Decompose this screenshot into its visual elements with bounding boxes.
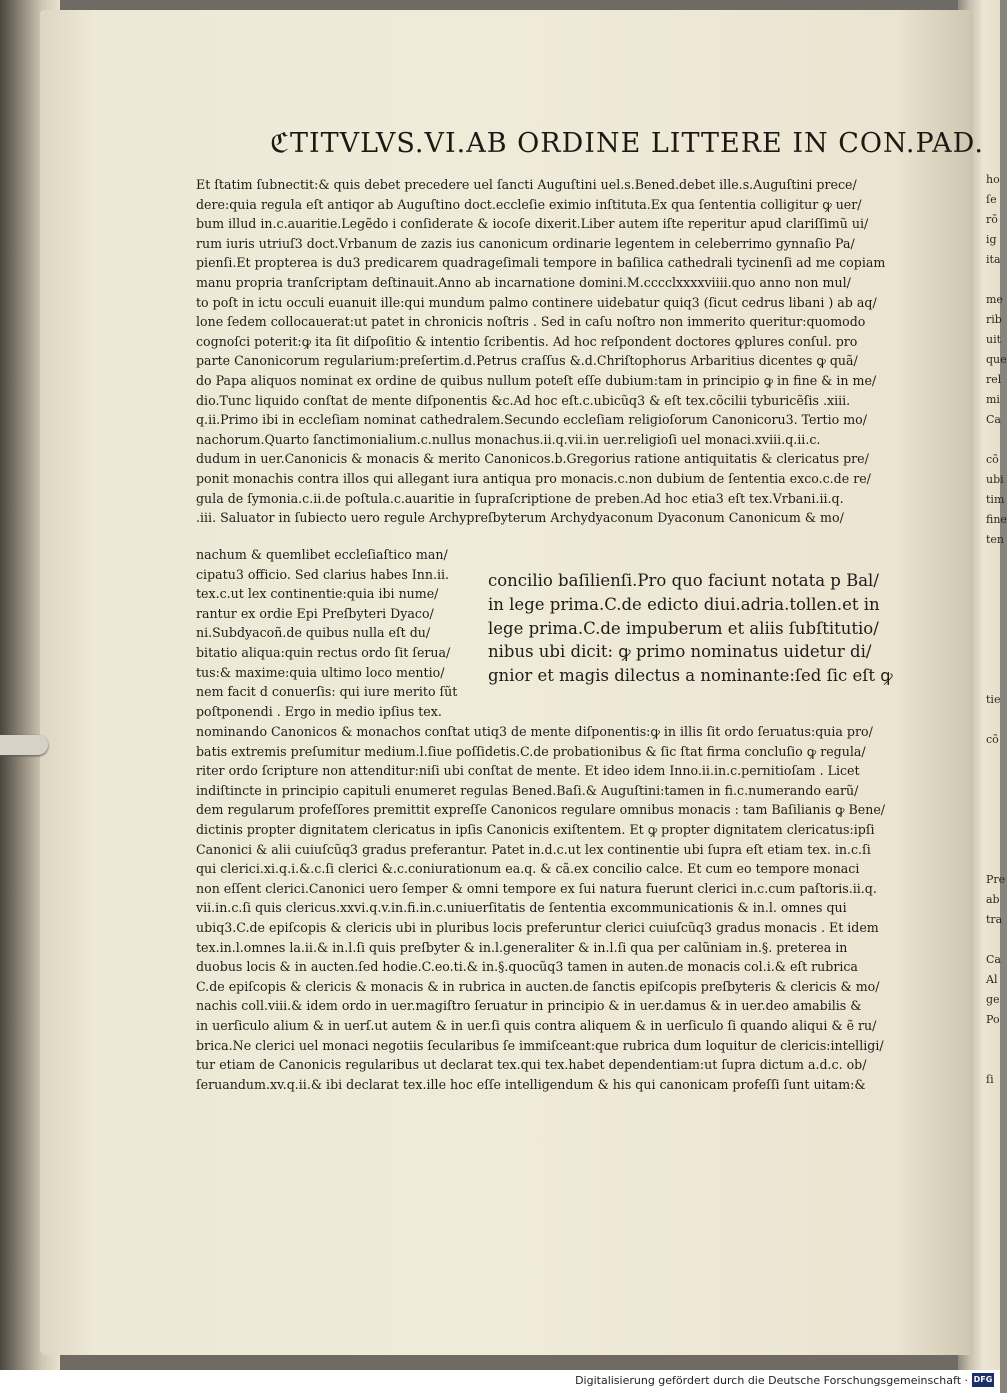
text-line: to poſt in ictu occuli euanuit ille:qui mundum palmo continere uidebatur quiq3 (ſicut cedrus libani ) ab aq/ <box>196 294 877 310</box>
text-line: lege prima.C.de impuberum et aliis ſubſtitutio/ <box>488 618 879 638</box>
text-line: Canonici & alii cuiuſcũq3 gradus preferantur. Patet in.d.c.ut lex continentie ubi ſupra eſt etiam tex. in.c.ſi <box>196 841 871 857</box>
margin-fragment: rel <box>986 373 1002 386</box>
margin-fragment <box>986 790 1000 810</box>
margin-fragment: me <box>986 293 1003 306</box>
dfg-logo: DFG <box>972 1373 994 1387</box>
text-line: C.de epiſcopis & clericis & monacis & in rubrica in aucten.de ſanctis epiſcopis preſbyteris & clericis & mo/ <box>196 978 880 994</box>
text-line: nachum & quemlibet eccleſiaſtico man/ <box>196 547 448 562</box>
text-line: batis extremis preſumitur medium.l.ſiue poſſidetis.C.de probationibus & ſic ſtat firma concluſio ꝙ regula/ <box>196 743 866 759</box>
margin-fragment: ubi <box>986 473 1004 486</box>
text-line: dictinis propter dignitatem clericatus in ipſis Canonicis exiſtentem. Et ꝙ propter dignitatem clericatus:ipſi <box>196 821 875 837</box>
text-line: concilio baſilienſi.Pro quo faciunt notata p Bal/ <box>488 571 879 590</box>
text-line: gula de ſymonia.c.ii.de poſtula.c.auaritie in ſupraſcriptione de preben.Ad hoc etia3 eſt tex.Vrbani.ii.q. <box>196 490 844 506</box>
margin-fragment: ſe <box>986 193 997 206</box>
margin-fragment: ſi <box>986 1073 994 1086</box>
text-line: rum iuris utriuſ3 doct.Vrbanum de zazis ius canonicum ordinarie legentem in celeberrimo gynnaſio Pa/ <box>196 235 855 251</box>
bookmark-ribbon <box>0 735 48 755</box>
text-line: vii.in.c.ſi quis clericus.xxvi.q.v.in.fi.in.c.uniuerſitatis de ſententia excommunicationis & in.l. omnes qui <box>196 900 847 916</box>
text-line: tur etiam de Canonicis regularibus ut declarat tex.qui tex.habet dependentiam:ut ſupra dictum a.d.c. ob/ <box>196 1057 867 1073</box>
text-line: ni.Subdyacoñ.de quibus nulla eſt du/ <box>196 625 431 641</box>
text-line: q.ii.Primo ibi in eccleſiam nominat cathedralem.Secundo eccleſiam religioſorum Canonicoru3. Tertio mo/ <box>196 412 867 428</box>
margin-fragment <box>986 550 1000 570</box>
margin-fragment <box>986 710 1000 730</box>
text-line: cipatu3 officio. Sed clarius habes Inn.ii. <box>196 566 450 582</box>
margin-fragment: Ca <box>986 413 1001 426</box>
margin-fragment <box>986 850 1000 870</box>
text-line: ubiq3.C.de epiſcopis & clericis ubi in pluribus locis preferuntur clerici cuiuſcũq3 gradus monacis . Et idem <box>196 919 879 935</box>
text-line: tex.in.l.omnes la.ii.& in.l.ſi quis preſbyter & in.l.generaliter & in.l.ſi qua per calũniam in.§. preterea in <box>196 939 848 955</box>
margin-fragment: uit <box>986 333 1002 346</box>
margin-fragment <box>986 770 1000 790</box>
text-line: .iii. Saluator in ſubiecto uero regule Archypreſbyterum Archydyaconum Dyaconum Canonicum & mo/ <box>196 510 844 526</box>
left-column-text <box>196 545 464 721</box>
text-line: pienſi.Et propterea is du3 predicarem quadrageſimali tempore in baſilica cathedrali tycinenſi ad me copiam <box>196 255 886 271</box>
margin-fragment <box>986 630 1000 650</box>
text-line: brica.Ne clerici uel monaci negotiis ſecularibus ſe immiſceant:que rubrica dum loquitur de clericis:intelligi/ <box>196 1037 884 1053</box>
margin-fragment <box>986 670 1000 690</box>
margin-fragment <box>986 750 1000 770</box>
margin-fragment: cõ <box>986 733 999 746</box>
text-line: parte Canonicorum regularium:preſertim.d.Petrus craſſus &.d.Chriſtophorus Arbaritius dicentes ꝙ quã/ <box>196 353 858 369</box>
margin-fragment <box>986 590 1000 610</box>
text-line: do Papa aliquos nominat ex ordine de quibus nullum poteſt eſſe dubium:tam in principio ꝙ in fine & in me/ <box>196 372 877 388</box>
text-line: riter ordo ſcripture non attenditur:niſi ubi conſtat de mente. Et ideo idem Inno.ii.in.c.pernitioſam . Licet <box>196 763 860 779</box>
text-line: nominando Canonicos & monachos conſtat utiq3 de mente diſponentis:ꝙ in illis ſit ordo ſeruatus:quia pro/ <box>196 724 873 739</box>
margin-fragment: ho <box>986 173 1000 186</box>
margin-fragment: tim <box>986 493 1005 506</box>
text-line: lone ſedem collocauerat:ut patet in chronicis noſtris . Sed in caſu noſtro non immerito queritur:quomodo <box>196 314 866 330</box>
text-line: Et ſtatim ſubnectit:& quis debet precedere uel ſancti Auguſtini uel.s.Bened.debet ille.s.Auguſtini prece/ <box>196 177 857 192</box>
margin-fragment <box>986 830 1000 850</box>
margin-fragment <box>986 430 1000 450</box>
margin-fragment: ab <box>986 893 1000 906</box>
margin-fragment: tie <box>986 693 1001 706</box>
text-line: dio.Tunc liquido conſtat de mente diſponentis &c.Ad hoc eſt.c.ubicũq3 & eſt tex.cõcilii tyburicẽſis .xiii. <box>196 392 851 408</box>
text-line: non eſſent clerici.Canonici uero ſemper & omni tempore ex ſui natura fuerunt clerici in.c.cum paſtoris.ii.q. <box>196 880 877 896</box>
facing-page-margin-text <box>986 170 1007 1090</box>
text-line: bum illud in.c.auaritie.Legẽdo i conſiderate & iocoſe dixerit.Liber autem iſte reperitur apud clariſſimũ ui/ <box>196 216 869 232</box>
margin-fragment: ig <box>986 233 997 246</box>
text-line: dem regularum profeſſores premittit expreſſe Canonicos regulare omnibus monacis : tam Baſilianis ꝙ Bene/ <box>196 802 886 818</box>
margin-fragment: fine <box>986 513 1007 526</box>
text-line: duobus locis & in aucten.ſed hodie.C.eo.ti.& in.§.quocũq3 tamen in auten.de monacis col.i.& eſt rubrica <box>196 959 858 975</box>
text-line: in uerſiculo alium & in uerſ.ut autem & in uer.ſi quis contra aliquem & in uerſiculo ſi quando aliqui & ẽ ru/ <box>196 1017 877 1033</box>
text-line: nachorum.Quarto ſanctimonialium.c.nullus monachus.ii.q.vii.in uer.religioſi uel monaci.xviii.q.ii.c. <box>196 431 821 447</box>
margin-fragment <box>986 810 1000 830</box>
page-heading: ℭTITVLVS.VI.AB ORDINE LITTERE IN CON.PAD. <box>270 128 984 159</box>
margin-fragment: ge <box>986 993 1000 1006</box>
main-text-block <box>196 175 908 528</box>
margin-fragment <box>986 270 1000 290</box>
lower-text-block <box>196 722 908 1094</box>
margin-fragment: rib <box>986 313 1002 326</box>
margin-fragment <box>986 570 1000 590</box>
margin-fragment: Po <box>986 1013 1000 1026</box>
text-line: tex.c.ut lex continentie:quia ibi nume/ <box>196 586 439 602</box>
margin-fragment <box>986 610 1000 630</box>
text-line: bitatio aliqua:quin rectus ordo ſit ſerua/ <box>196 644 451 660</box>
margin-fragment: Al <box>986 973 998 986</box>
margin-fragment <box>986 930 1000 950</box>
text-line: poſtponendi . Ergo in medio ipſius tex. <box>196 703 442 719</box>
margin-fragment: tra <box>986 913 1003 926</box>
text-line: manu propria tranſcriptam deſtinauit.Anno ab incarnatione domini.M.cccclxxxxviiii.quo anno non mul/ <box>196 274 851 290</box>
margin-fragment: Pre <box>986 873 1006 886</box>
text-line: gnior et magis dilectus a nominante:ſed ſic eſt ꝙ <box>488 666 893 686</box>
margin-fragment <box>986 1050 1000 1070</box>
text-line: ponit monachis contra illos qui allegant iura antiqua pro monacis.c.non dubium de ſententia exco.c.de re/ <box>196 470 871 486</box>
right-column-text <box>488 569 906 688</box>
text-line: dere:quia regula eſt antiqor ab Auguſtino doct.eccleſie eximio inſtituta.Ex qua ſententia colligitur ꝙ uer/ <box>196 196 862 212</box>
text-line: cognoſci poterit:ꝙ ita ſit diſpoſitio & intentio ſcribentis. Ad hoc reſpondent doctores ꝙplures conſul. pro <box>196 333 858 349</box>
margin-fragment: Ca <box>986 953 1001 966</box>
text-line: in lege prima.C.de edicto diui.adria.tollen.et in <box>488 594 880 614</box>
margin-fragment: mi <box>986 393 1000 406</box>
text-line: indiſtincte in principio capituli enumeret regulas Bened.Baſi.& Auguſtini:tamen in fi.c.numerando earũ/ <box>196 782 859 798</box>
text-line: rantur ex ordie Epi Preſbyteri Dyaco/ <box>196 605 434 621</box>
text-line: ſeruandum.xv.q.ii.& ibi declarat tex.ille hoc eſſe intelligendum & his qui canonicam profeſſi ſunt uitam:& <box>196 1076 866 1092</box>
text-line: tus:& maxime:quia ultimo loco mentio/ <box>196 664 445 680</box>
margin-fragment: cõ <box>986 453 999 466</box>
margin-fragment: ita <box>986 253 1001 266</box>
text-line: nem facit d conuerſis: qui iure merito ſũt <box>196 684 458 700</box>
text-line: qui clerici.xi.q.i.&.c.ſi clerici &.c.coniurationum ea.q. & cã.ex concilio calce. Et cum eo tempore monaci <box>196 861 860 877</box>
margin-fragment: que <box>986 353 1007 366</box>
margin-fragment <box>986 1030 1000 1050</box>
margin-fragment: rõ <box>986 213 998 226</box>
footer-credit: Digitalisierung gefördert durch die Deutsche Forschungsgemeinschaft · <box>575 1374 968 1387</box>
text-line: nibus ubi dicit: ꝙ primo nominatus uidetur di/ <box>488 642 872 662</box>
margin-fragment <box>986 650 1000 670</box>
text-line: nachis coll.viii.& idem ordo in uer.magiſtro ſeruatur in principio & in uer.damus & in uer.deo amabilis & <box>196 998 862 1014</box>
text-line: dudum in uer.Canonicis & monacis & merito Canonicos.b.Gregorius ratione antiquitatis & clericatus pre/ <box>196 451 869 467</box>
margin-fragment: ten <box>986 533 1005 546</box>
